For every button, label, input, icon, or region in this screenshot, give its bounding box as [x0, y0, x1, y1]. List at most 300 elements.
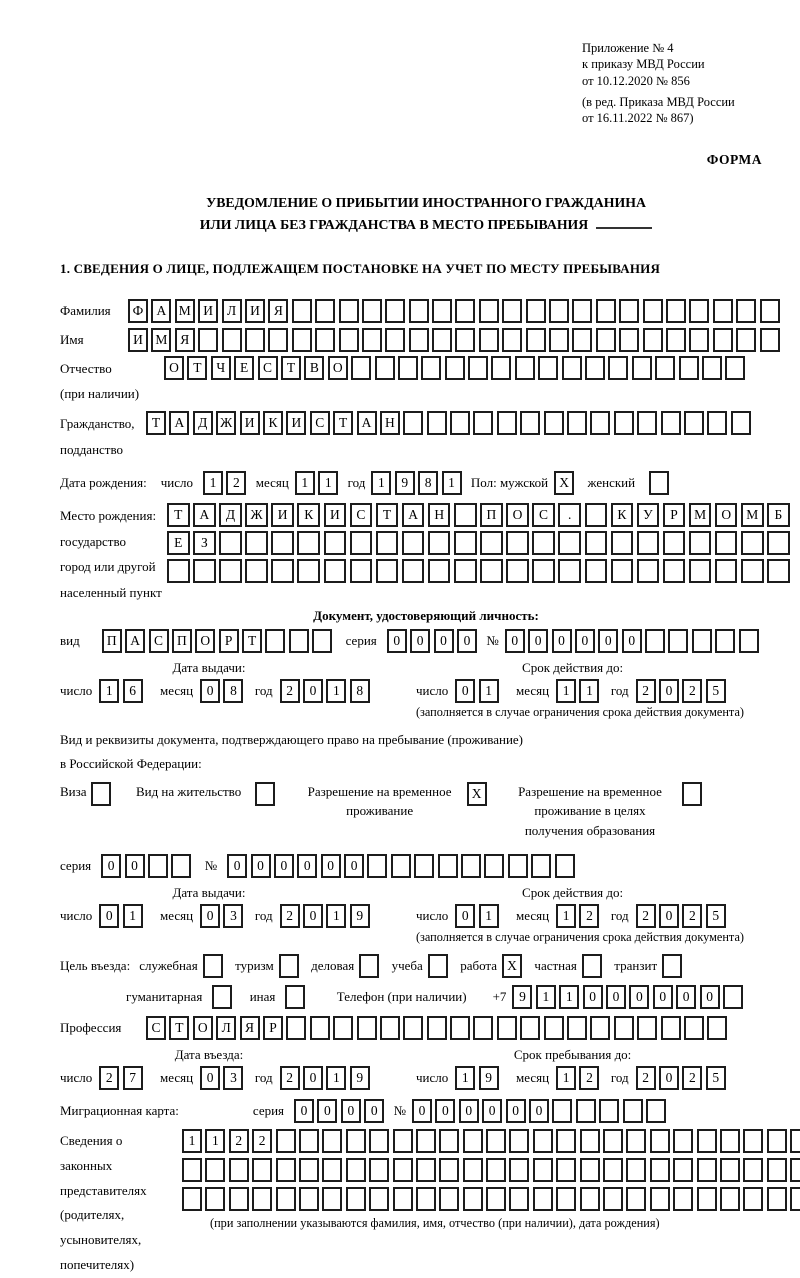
char-box[interactable]: 1: [318, 471, 338, 495]
char-box[interactable]: [473, 411, 493, 435]
char-box[interactable]: 8: [418, 471, 438, 495]
char-box[interactable]: [713, 328, 733, 352]
char-box[interactable]: Л: [216, 1016, 236, 1040]
char-box[interactable]: [736, 299, 756, 323]
char-box[interactable]: [455, 299, 475, 323]
char-box[interactable]: [582, 954, 602, 978]
char-box[interactable]: 6: [123, 679, 143, 703]
char-box[interactable]: [468, 356, 488, 380]
char-box[interactable]: [297, 531, 320, 555]
char-box[interactable]: [684, 1016, 704, 1040]
char-box[interactable]: И: [240, 411, 260, 435]
char-box[interactable]: [544, 1016, 564, 1040]
char-box[interactable]: Т: [333, 411, 353, 435]
char-box[interactable]: 0: [274, 854, 294, 878]
char-box[interactable]: [533, 1129, 553, 1153]
char-box[interactable]: [731, 411, 751, 435]
char-box[interactable]: Т: [242, 629, 262, 653]
char-box[interactable]: О: [328, 356, 348, 380]
char-box[interactable]: [760, 328, 780, 352]
char-box[interactable]: [402, 559, 425, 583]
char-box[interactable]: [526, 299, 546, 323]
char-box[interactable]: 1: [559, 985, 579, 1009]
char-box[interactable]: 5: [706, 904, 726, 928]
char-box[interactable]: [461, 854, 481, 878]
char-box[interactable]: [650, 1187, 670, 1211]
char-box[interactable]: [576, 1099, 596, 1123]
char-box[interactable]: [760, 299, 780, 323]
char-box[interactable]: [333, 1016, 353, 1040]
char-box[interactable]: [662, 954, 682, 978]
char-box[interactable]: [203, 954, 223, 978]
char-box[interactable]: [398, 356, 418, 380]
char-box[interactable]: [666, 328, 686, 352]
char-box[interactable]: [385, 299, 405, 323]
char-box[interactable]: [650, 1129, 670, 1153]
char-box[interactable]: [603, 1129, 623, 1153]
char-box[interactable]: [599, 1099, 619, 1123]
char-box[interactable]: [614, 411, 634, 435]
char-box[interactable]: [509, 1158, 529, 1182]
char-box[interactable]: 2: [229, 1129, 249, 1153]
char-box[interactable]: [292, 328, 312, 352]
char-box[interactable]: [455, 328, 475, 352]
char-box[interactable]: [526, 328, 546, 352]
char-box[interactable]: [289, 629, 309, 653]
char-box[interactable]: [454, 531, 477, 555]
char-box[interactable]: [285, 985, 305, 1009]
char-box[interactable]: [271, 531, 294, 555]
char-box[interactable]: [432, 299, 452, 323]
char-box[interactable]: [689, 299, 709, 323]
char-box[interactable]: 0: [297, 854, 317, 878]
char-box[interactable]: [619, 328, 639, 352]
char-box[interactable]: [428, 531, 451, 555]
char-box[interactable]: [715, 531, 738, 555]
char-box[interactable]: 1: [326, 904, 346, 928]
char-box[interactable]: [346, 1187, 366, 1211]
char-box[interactable]: [684, 411, 704, 435]
char-box[interactable]: [767, 1158, 787, 1182]
char-box[interactable]: [626, 1129, 646, 1153]
char-box[interactable]: 0: [344, 854, 364, 878]
char-box[interactable]: [393, 1158, 413, 1182]
char-box[interactable]: 2: [99, 1066, 119, 1090]
char-box[interactable]: [736, 328, 756, 352]
char-box[interactable]: Т: [187, 356, 207, 380]
char-box[interactable]: [428, 559, 451, 583]
char-box[interactable]: [286, 1016, 306, 1040]
char-box[interactable]: .: [558, 503, 581, 527]
char-box[interactable]: [549, 328, 569, 352]
char-box[interactable]: [585, 503, 608, 527]
char-box[interactable]: [480, 531, 503, 555]
char-box[interactable]: О: [506, 503, 529, 527]
char-box[interactable]: Я: [175, 328, 195, 352]
char-box[interactable]: [713, 299, 733, 323]
char-box[interactable]: А: [357, 411, 377, 435]
char-box[interactable]: X: [502, 954, 522, 978]
char-box[interactable]: П: [480, 503, 503, 527]
char-box[interactable]: [725, 356, 745, 380]
char-box[interactable]: [297, 559, 320, 583]
char-box[interactable]: 0: [101, 854, 121, 878]
char-box[interactable]: 0: [412, 1099, 432, 1123]
char-box[interactable]: [219, 559, 242, 583]
char-box[interactable]: А: [151, 299, 171, 323]
char-box[interactable]: [491, 356, 511, 380]
char-box[interactable]: [549, 299, 569, 323]
char-box[interactable]: [463, 1158, 483, 1182]
char-box[interactable]: 5: [706, 679, 726, 703]
char-box[interactable]: [558, 531, 581, 555]
char-box[interactable]: [572, 299, 592, 323]
char-box[interactable]: [611, 559, 634, 583]
char-box[interactable]: С: [146, 1016, 166, 1040]
char-box[interactable]: [359, 954, 379, 978]
char-box[interactable]: [276, 1187, 296, 1211]
char-box[interactable]: [292, 299, 312, 323]
char-box[interactable]: А: [169, 411, 189, 435]
char-box[interactable]: [603, 1187, 623, 1211]
char-box[interactable]: 2: [280, 904, 300, 928]
char-box[interactable]: [743, 1187, 763, 1211]
char-box[interactable]: [339, 299, 359, 323]
char-box[interactable]: О: [164, 356, 184, 380]
char-box[interactable]: 1: [326, 1066, 346, 1090]
char-box[interactable]: 0: [303, 679, 323, 703]
char-box[interactable]: [520, 1016, 540, 1040]
char-box[interactable]: [580, 1187, 600, 1211]
char-box[interactable]: 0: [200, 904, 220, 928]
char-box[interactable]: Ф: [128, 299, 148, 323]
char-box[interactable]: [421, 356, 441, 380]
char-box[interactable]: [567, 1016, 587, 1040]
char-box[interactable]: 1: [556, 679, 576, 703]
char-box[interactable]: [454, 503, 477, 527]
char-box[interactable]: 9: [350, 1066, 370, 1090]
char-box[interactable]: [222, 328, 242, 352]
char-box[interactable]: 2: [682, 904, 702, 928]
char-box[interactable]: [506, 531, 529, 555]
char-box[interactable]: Р: [663, 503, 686, 527]
char-box[interactable]: [556, 1158, 576, 1182]
char-box[interactable]: 9: [479, 1066, 499, 1090]
char-box[interactable]: А: [402, 503, 425, 527]
char-box[interactable]: [533, 1158, 553, 1182]
char-box[interactable]: [531, 854, 551, 878]
char-box[interactable]: 0: [200, 679, 220, 703]
char-box[interactable]: [439, 1129, 459, 1153]
char-box[interactable]: 0: [659, 904, 679, 928]
char-box[interactable]: [585, 559, 608, 583]
char-box[interactable]: [580, 1158, 600, 1182]
char-box[interactable]: [502, 299, 522, 323]
char-box[interactable]: Л: [222, 299, 242, 323]
char-box[interactable]: 0: [457, 629, 477, 653]
char-box[interactable]: [480, 559, 503, 583]
char-box[interactable]: [702, 356, 722, 380]
char-box[interactable]: 0: [598, 629, 618, 653]
char-box[interactable]: 1: [99, 679, 119, 703]
char-box[interactable]: С: [149, 629, 169, 653]
char-box[interactable]: К: [297, 503, 320, 527]
char-box[interactable]: М: [151, 328, 171, 352]
char-box[interactable]: [580, 1129, 600, 1153]
char-box[interactable]: [572, 328, 592, 352]
char-box[interactable]: [643, 299, 663, 323]
char-box[interactable]: [497, 1016, 517, 1040]
char-box[interactable]: [454, 559, 477, 583]
char-box[interactable]: [556, 1187, 576, 1211]
char-box[interactable]: О: [193, 1016, 213, 1040]
char-box[interactable]: [479, 328, 499, 352]
char-box[interactable]: [479, 299, 499, 323]
char-box[interactable]: [376, 559, 399, 583]
char-box[interactable]: [715, 629, 735, 653]
char-box[interactable]: [596, 299, 616, 323]
char-box[interactable]: [508, 854, 528, 878]
char-box[interactable]: [245, 531, 268, 555]
char-box[interactable]: Р: [219, 629, 239, 653]
char-box[interactable]: [673, 1158, 693, 1182]
char-box[interactable]: [590, 1016, 610, 1040]
char-box[interactable]: [380, 1016, 400, 1040]
char-box[interactable]: [689, 328, 709, 352]
char-box[interactable]: 0: [294, 1099, 314, 1123]
char-box[interactable]: 0: [321, 854, 341, 878]
char-box[interactable]: [558, 559, 581, 583]
char-box[interactable]: [497, 411, 517, 435]
char-box[interactable]: [432, 328, 452, 352]
char-box[interactable]: [416, 1129, 436, 1153]
char-box[interactable]: [663, 559, 686, 583]
char-box[interactable]: 0: [341, 1099, 361, 1123]
char-box[interactable]: [645, 629, 665, 653]
char-box[interactable]: [506, 559, 529, 583]
char-box[interactable]: С: [310, 411, 330, 435]
char-box[interactable]: [376, 531, 399, 555]
char-box[interactable]: [271, 559, 294, 583]
char-box[interactable]: [362, 299, 382, 323]
char-box[interactable]: [198, 328, 218, 352]
char-box[interactable]: [682, 782, 702, 806]
char-box[interactable]: [533, 1187, 553, 1211]
char-box[interactable]: [427, 411, 447, 435]
char-box[interactable]: 9: [395, 471, 415, 495]
char-box[interactable]: П: [172, 629, 192, 653]
char-box[interactable]: О: [715, 503, 738, 527]
char-box[interactable]: 0: [125, 854, 145, 878]
char-box[interactable]: [350, 531, 373, 555]
char-box[interactable]: М: [741, 503, 764, 527]
char-box[interactable]: [205, 1187, 225, 1211]
char-box[interactable]: [502, 328, 522, 352]
char-box[interactable]: 7: [123, 1066, 143, 1090]
char-box[interactable]: 2: [682, 679, 702, 703]
char-box[interactable]: [473, 1016, 493, 1040]
char-box[interactable]: [707, 411, 727, 435]
char-box[interactable]: [416, 1187, 436, 1211]
char-box[interactable]: [409, 299, 429, 323]
char-box[interactable]: [567, 411, 587, 435]
char-box[interactable]: 9: [512, 985, 532, 1009]
char-box[interactable]: [739, 629, 759, 653]
char-box[interactable]: Е: [234, 356, 254, 380]
char-box[interactable]: [445, 356, 465, 380]
char-box[interactable]: [229, 1187, 249, 1211]
char-box[interactable]: [322, 1158, 342, 1182]
char-box[interactable]: [229, 1158, 249, 1182]
char-box[interactable]: М: [689, 503, 712, 527]
char-box[interactable]: [252, 1158, 272, 1182]
char-box[interactable]: А: [193, 503, 216, 527]
char-box[interactable]: [182, 1187, 202, 1211]
char-box[interactable]: [585, 531, 608, 555]
char-box[interactable]: 0: [364, 1099, 384, 1123]
char-box[interactable]: 1: [479, 679, 499, 703]
char-box[interactable]: [767, 531, 790, 555]
char-box[interactable]: [663, 531, 686, 555]
char-box[interactable]: [265, 629, 285, 653]
char-box[interactable]: 0: [227, 854, 247, 878]
char-box[interactable]: 0: [505, 629, 525, 653]
char-box[interactable]: [661, 411, 681, 435]
char-box[interactable]: [193, 559, 216, 583]
char-box[interactable]: [486, 1129, 506, 1153]
char-box[interactable]: [171, 854, 191, 878]
char-box[interactable]: [369, 1129, 389, 1153]
char-box[interactable]: И: [128, 328, 148, 352]
char-box[interactable]: [367, 854, 387, 878]
char-box[interactable]: [509, 1129, 529, 1153]
char-box[interactable]: [299, 1158, 319, 1182]
char-box[interactable]: [346, 1129, 366, 1153]
char-box[interactable]: 2: [226, 471, 246, 495]
char-box[interactable]: [741, 559, 764, 583]
char-box[interactable]: [790, 1187, 800, 1211]
char-box[interactable]: [626, 1158, 646, 1182]
char-box[interactable]: [585, 356, 605, 380]
char-box[interactable]: [299, 1187, 319, 1211]
char-box[interactable]: 2: [280, 679, 300, 703]
char-box[interactable]: [790, 1158, 800, 1182]
char-box[interactable]: [689, 559, 712, 583]
char-box[interactable]: Я: [240, 1016, 260, 1040]
char-box[interactable]: [402, 531, 425, 555]
char-box[interactable]: 1: [182, 1129, 202, 1153]
char-box[interactable]: 1: [203, 471, 223, 495]
char-box[interactable]: [324, 559, 347, 583]
char-box[interactable]: Я: [268, 299, 288, 323]
char-box[interactable]: Е: [167, 531, 190, 555]
char-box[interactable]: [673, 1129, 693, 1153]
char-box[interactable]: 0: [700, 985, 720, 1009]
char-box[interactable]: [463, 1129, 483, 1153]
char-box[interactable]: [596, 328, 616, 352]
char-box[interactable]: [350, 559, 373, 583]
char-box[interactable]: Б: [767, 503, 790, 527]
char-box[interactable]: [182, 1158, 202, 1182]
char-box[interactable]: Н: [428, 503, 451, 527]
char-box[interactable]: [655, 356, 675, 380]
char-box[interactable]: 1: [123, 904, 143, 928]
char-box[interactable]: [637, 531, 660, 555]
char-box[interactable]: [212, 985, 232, 1009]
char-box[interactable]: [556, 1129, 576, 1153]
char-box[interactable]: [279, 954, 299, 978]
char-box[interactable]: [486, 1187, 506, 1211]
char-box[interactable]: [790, 1129, 800, 1153]
char-box[interactable]: [532, 531, 555, 555]
char-box[interactable]: 5: [706, 1066, 726, 1090]
char-box[interactable]: [393, 1129, 413, 1153]
char-box[interactable]: [322, 1187, 342, 1211]
char-box[interactable]: [276, 1158, 296, 1182]
char-box[interactable]: [646, 1099, 666, 1123]
char-box[interactable]: [743, 1158, 763, 1182]
char-box[interactable]: [252, 1187, 272, 1211]
char-box[interactable]: [351, 356, 371, 380]
char-box[interactable]: 2: [579, 904, 599, 928]
char-box[interactable]: 0: [583, 985, 603, 1009]
char-box[interactable]: 2: [252, 1129, 272, 1153]
char-box[interactable]: [346, 1158, 366, 1182]
char-box[interactable]: 0: [653, 985, 673, 1009]
char-box[interactable]: [608, 356, 628, 380]
char-box[interactable]: [385, 328, 405, 352]
char-box[interactable]: [362, 328, 382, 352]
char-box[interactable]: Т: [146, 411, 166, 435]
char-box[interactable]: [614, 1016, 634, 1040]
char-box[interactable]: [715, 559, 738, 583]
char-box[interactable]: [312, 629, 332, 653]
char-box[interactable]: [167, 559, 190, 583]
char-box[interactable]: И: [286, 411, 306, 435]
char-box[interactable]: [520, 411, 540, 435]
char-box[interactable]: [767, 1129, 787, 1153]
char-box[interactable]: 0: [317, 1099, 337, 1123]
char-box[interactable]: 0: [410, 629, 430, 653]
char-box[interactable]: 2: [636, 904, 656, 928]
char-box[interactable]: [679, 356, 699, 380]
char-box[interactable]: П: [102, 629, 122, 653]
char-box[interactable]: [486, 1158, 506, 1182]
char-box[interactable]: [611, 531, 634, 555]
char-box[interactable]: 0: [303, 904, 323, 928]
char-box[interactable]: В: [304, 356, 324, 380]
char-box[interactable]: [707, 1016, 727, 1040]
char-box[interactable]: 1: [205, 1129, 225, 1153]
char-box[interactable]: [767, 559, 790, 583]
char-box[interactable]: [310, 1016, 330, 1040]
char-box[interactable]: Т: [167, 503, 190, 527]
char-box[interactable]: К: [611, 503, 634, 527]
char-box[interactable]: И: [198, 299, 218, 323]
char-box[interactable]: [403, 411, 423, 435]
char-box[interactable]: [428, 954, 448, 978]
char-box[interactable]: [720, 1129, 740, 1153]
char-box[interactable]: [463, 1187, 483, 1211]
char-box[interactable]: 0: [606, 985, 626, 1009]
char-box[interactable]: 3: [223, 1066, 243, 1090]
char-box[interactable]: 1: [556, 1066, 576, 1090]
char-box[interactable]: Р: [263, 1016, 283, 1040]
char-box[interactable]: [743, 1129, 763, 1153]
char-box[interactable]: 0: [387, 629, 407, 653]
char-box[interactable]: [532, 559, 555, 583]
char-box[interactable]: 9: [350, 904, 370, 928]
